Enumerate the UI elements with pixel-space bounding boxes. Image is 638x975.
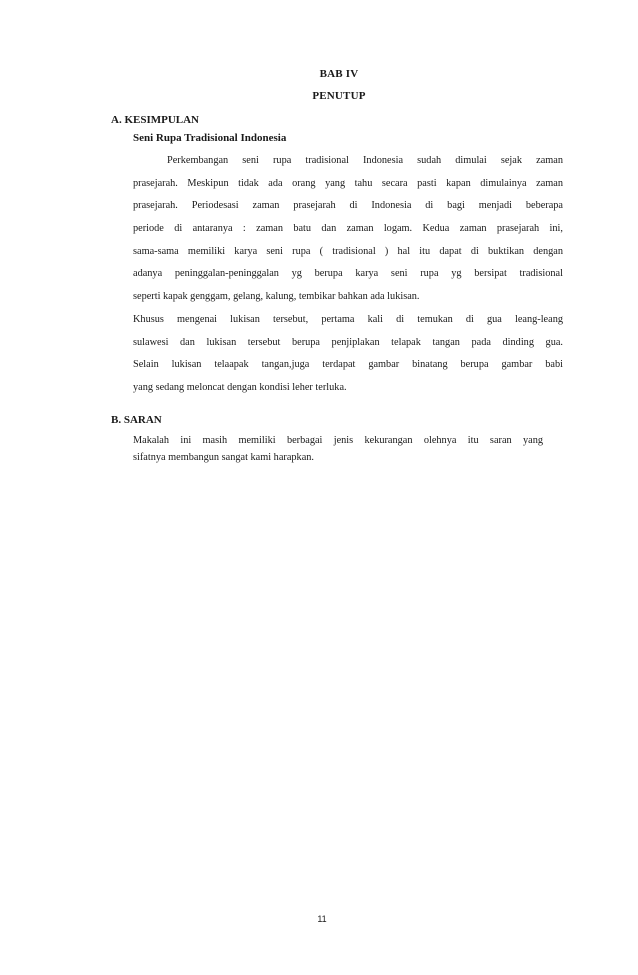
paragraph-line: sifatnya membangun sangat kami harapkan. — [133, 452, 314, 463]
section-a-subheading: Seni Rupa Tradisional Indonesia — [133, 132, 287, 144]
section-a-body — [133, 150, 563, 400]
section-b-body — [133, 432, 543, 466]
chapter-number: BAB IV — [319, 68, 359, 80]
paragraph-line: yang sedang meloncat dengan kondisi leher terluka. — [133, 381, 347, 393]
paragraph-line: adanya peninggalan-peninggalan yg berupa karya seni rupa yg bersipat tradisional — [133, 268, 563, 280]
paragraph-line: Khusus mengenai lukisan tersebut, pertama kali di temukan di gua leang-leang — [133, 313, 563, 325]
paragraph-line: seperti kapak genggam, gelang, kalung, tembikar bahkan ada lukisan. — [133, 291, 420, 303]
section-b-heading: B. SARAN — [111, 414, 162, 426]
paragraph-line: prasejarah. Periodesasi zaman prasejarah di Indonesia di bagi menjadi beberapa — [133, 200, 563, 212]
paragraph-line: periode di antaranya : zaman batu dan zaman logam. Kedua zaman prasejarah ini, — [133, 223, 563, 235]
paragraph-line: Selain lukisan telaapak tangan,juga terdapat gambar binatang berupa gambar babi — [133, 359, 563, 371]
section-a-heading: A. KESIMPULAN — [111, 114, 200, 126]
paragraph-line: sulawesi dan lukisan tersebut berupa penjiplakan telapak tangan pada dinding gua. — [133, 336, 563, 348]
paragraph-line: Perkembangan seni rupa tradisional Indonesia sudah dimulai sejak zaman — [167, 155, 563, 166]
paragraph-line: sama-sama memiliki karya seni rupa ( tradisional ) hal itu dapat di buktikan dengan — [133, 245, 563, 257]
chapter-title: PENUTUP — [312, 90, 366, 102]
page-number: 11 — [317, 914, 327, 924]
paragraph-line: Makalah ini masih memiliki berbagai jenis kekurangan olehnya itu saran yang — [133, 435, 543, 446]
paragraph-line: prasejarah. Meskipun tidak ada orang yang tahu secara pasti kapan dimulainya zaman — [133, 177, 563, 189]
